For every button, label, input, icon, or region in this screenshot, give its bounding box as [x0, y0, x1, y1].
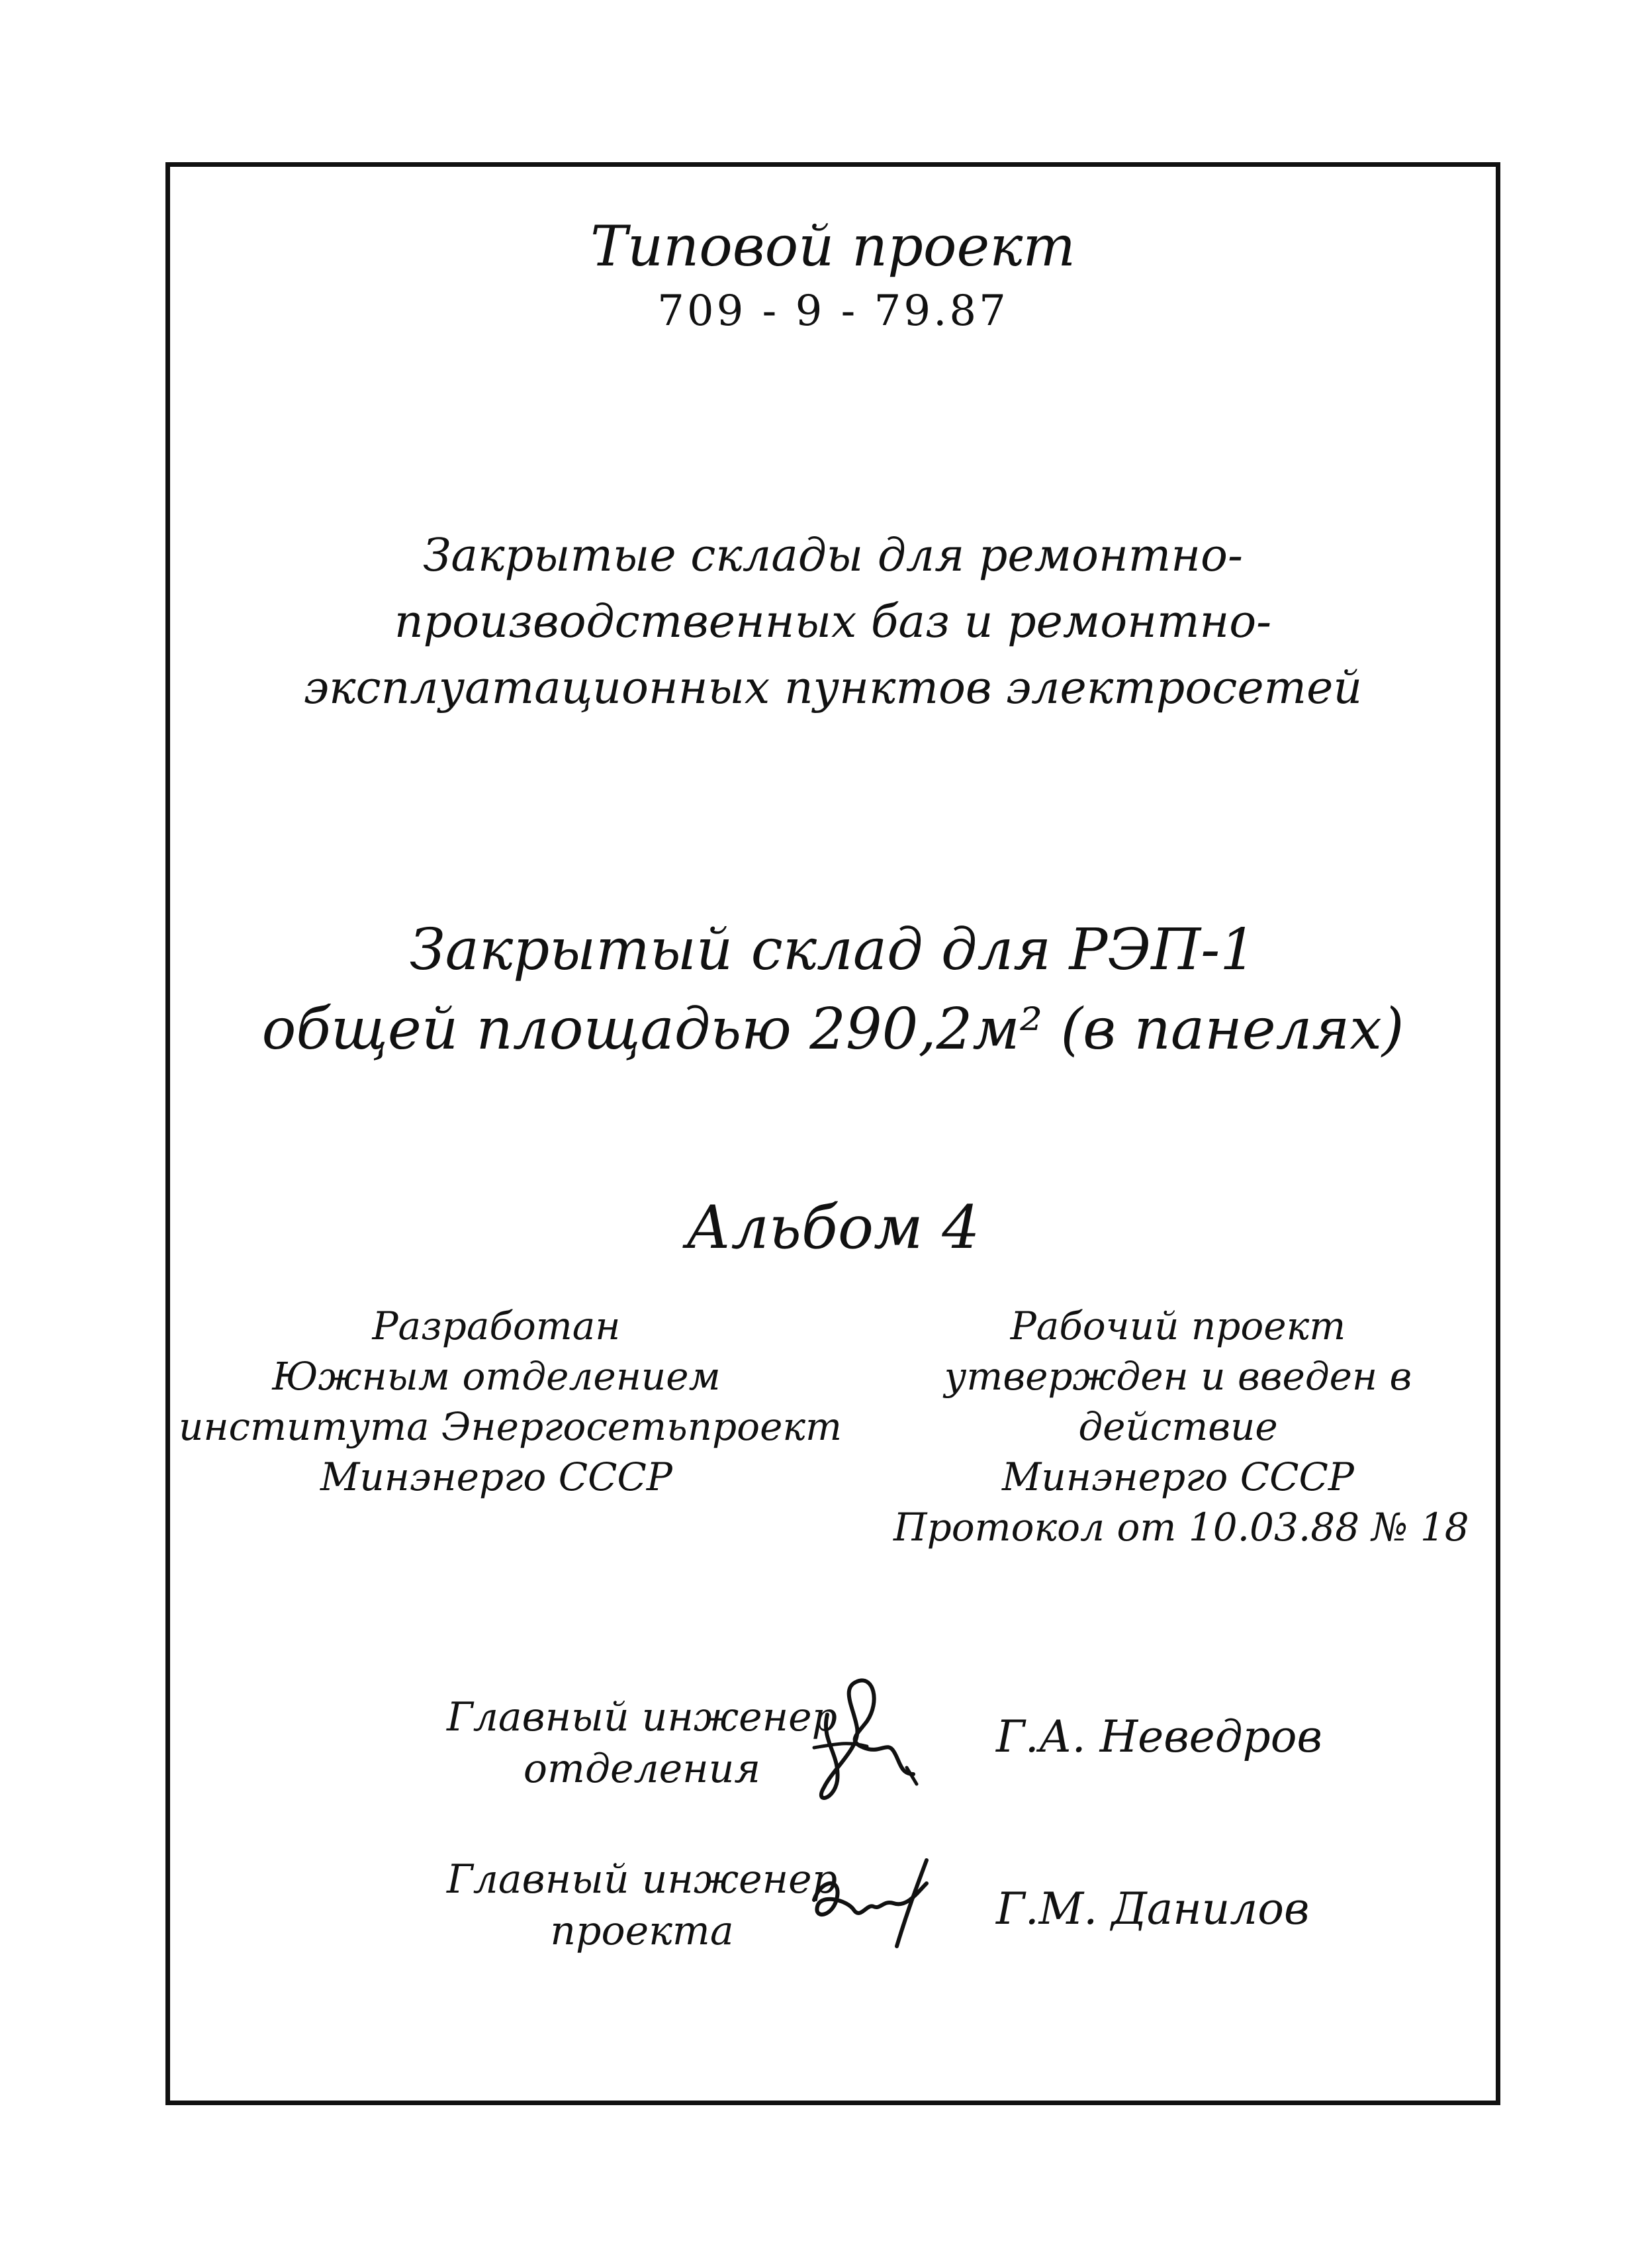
approval-line-2: утвержден и введен в	[944, 1354, 1412, 1399]
developer-line-1: Разработан	[372, 1303, 621, 1348]
subject-block	[165, 523, 1500, 722]
signatory-name: Г.А. Неведров	[996, 1711, 1322, 1762]
building-block	[165, 910, 1500, 1069]
building-title-line-1: Закрытый склад для РЭП-1	[410, 917, 1256, 983]
project-number: 709 - 9 - 79.87	[657, 287, 1009, 336]
album-label: Альбом 4	[686, 1193, 980, 1262]
subject-line-3: эксплуатационных пунктов электросетей	[303, 662, 1363, 714]
developer-block	[179, 1301, 843, 1502]
developer-line-4: Минэнерго СССР	[320, 1454, 672, 1499]
approval-line-1: Рабочий проект	[1010, 1303, 1346, 1348]
approval-block	[893, 1301, 1469, 1552]
signatory-role-line-1: Главный инженер	[446, 1694, 838, 1740]
developer-line-3: института Энергосетьпроект	[179, 1404, 843, 1449]
album-block	[165, 1188, 1500, 1268]
approval-line-3: действие	[1078, 1404, 1278, 1449]
building-title-line-2: общей площадью 290,2м² (в панелях)	[261, 996, 1404, 1063]
signatory-role-line-1: Главный инженер	[446, 1856, 838, 1903]
document-type-title: Типовой проект	[590, 214, 1076, 279]
approval-line-4: Минэнерго СССР	[1002, 1454, 1354, 1499]
developer-line-2: Южным отделением	[272, 1354, 721, 1399]
signatory-name: Г.М. Данилов	[996, 1883, 1310, 1934]
subject-line-2: производственных баз и ремонтно-	[394, 596, 1272, 648]
signatory-role-line-2: проекта	[550, 1908, 734, 1954]
handwritten-signature-icon	[801, 1847, 953, 1960]
signatory-role-line-2: отделения	[523, 1746, 761, 1792]
signature-row	[165, 1847, 1500, 1999]
title-block	[165, 212, 1500, 341]
approval-protocol: Протокол от 10.03.88 № 18	[893, 1505, 1469, 1550]
subject-line-1: Закрытые склады для ремонтно-	[423, 530, 1243, 582]
signature-row	[165, 1685, 1500, 1837]
handwritten-signature-icon	[801, 1668, 940, 1814]
